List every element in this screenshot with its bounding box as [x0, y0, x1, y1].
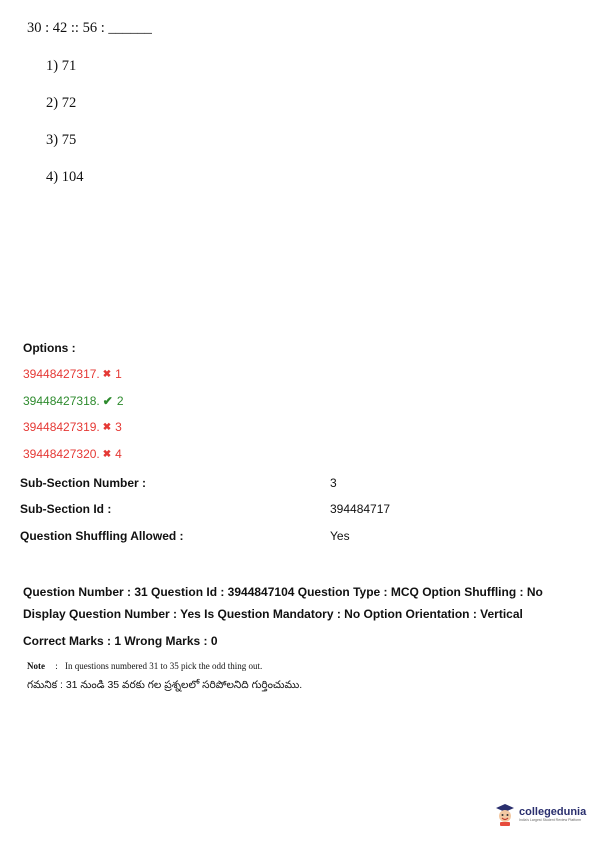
question-meta-line-2: Display Question Number : Yes Is Question Mandatory : No Option Orientation : Vertical	[23, 607, 523, 621]
graduate-mascot-icon	[494, 802, 516, 826]
logo-tagline: India's Largest Student Review Platform	[519, 817, 582, 822]
logo-name: collegedunia	[519, 805, 587, 818]
options-title: Options :	[23, 341, 76, 355]
option-id: 39448427318.	[23, 394, 100, 408]
option-row-correct	[23, 394, 124, 408]
check-icon: ✔	[102, 394, 113, 408]
shuffling-allowed-value: Yes	[330, 529, 350, 543]
sub-section-id-label: Sub-Section Id :	[20, 502, 112, 516]
note: Note : In questions numbered 31 to 35 pick the odd thing out.	[27, 661, 263, 671]
option-value: 1	[115, 367, 122, 381]
choice-1: 1) 71	[46, 58, 77, 74]
choice-2: 2) 72	[46, 95, 77, 111]
telugu-note: గమనిక : 31 నుండి 35 వరకు గల ప్రశ్నలలో సరిపోలనిది గుర్తించుము.	[27, 679, 303, 691]
sub-section-id-value: 394484717	[330, 502, 391, 516]
option-value: 2	[116, 394, 124, 408]
option-row	[23, 420, 122, 434]
cross-icon: ✖	[102, 368, 112, 380]
option-id: 39448427320.	[23, 447, 100, 461]
choice-4: 4) 104	[46, 169, 84, 185]
option-id: 39448427319.	[23, 420, 100, 434]
option-id: 39448427317.	[23, 367, 100, 381]
note-text: In questions numbered 31 to 35 pick the odd thing out.	[65, 661, 263, 671]
option-row	[23, 367, 122, 381]
cross-icon: ✖	[102, 448, 112, 460]
question-text: 30 : 42 :: 56 : ______	[27, 20, 152, 36]
option-value: 4	[115, 447, 122, 461]
option-row	[23, 447, 122, 461]
cross-icon: ✖	[102, 421, 112, 433]
sub-section-number-value: 3	[330, 476, 337, 490]
marks-line: Correct Marks : 1 Wrong Marks : 0	[23, 634, 218, 648]
sub-section-number-label: Sub-Section Number :	[20, 476, 147, 490]
note-label: Note	[27, 661, 45, 671]
choice-3: 3) 75	[46, 132, 77, 148]
question-meta-line-1: Question Number : 31 Question Id : 3944847104 Question Type : MCQ Option Shuffling : No	[23, 585, 543, 599]
collegedunia-logo	[494, 802, 586, 826]
shuffling-allowed-label: Question Shuffling Allowed :	[20, 529, 184, 543]
option-value: 3	[115, 420, 122, 434]
